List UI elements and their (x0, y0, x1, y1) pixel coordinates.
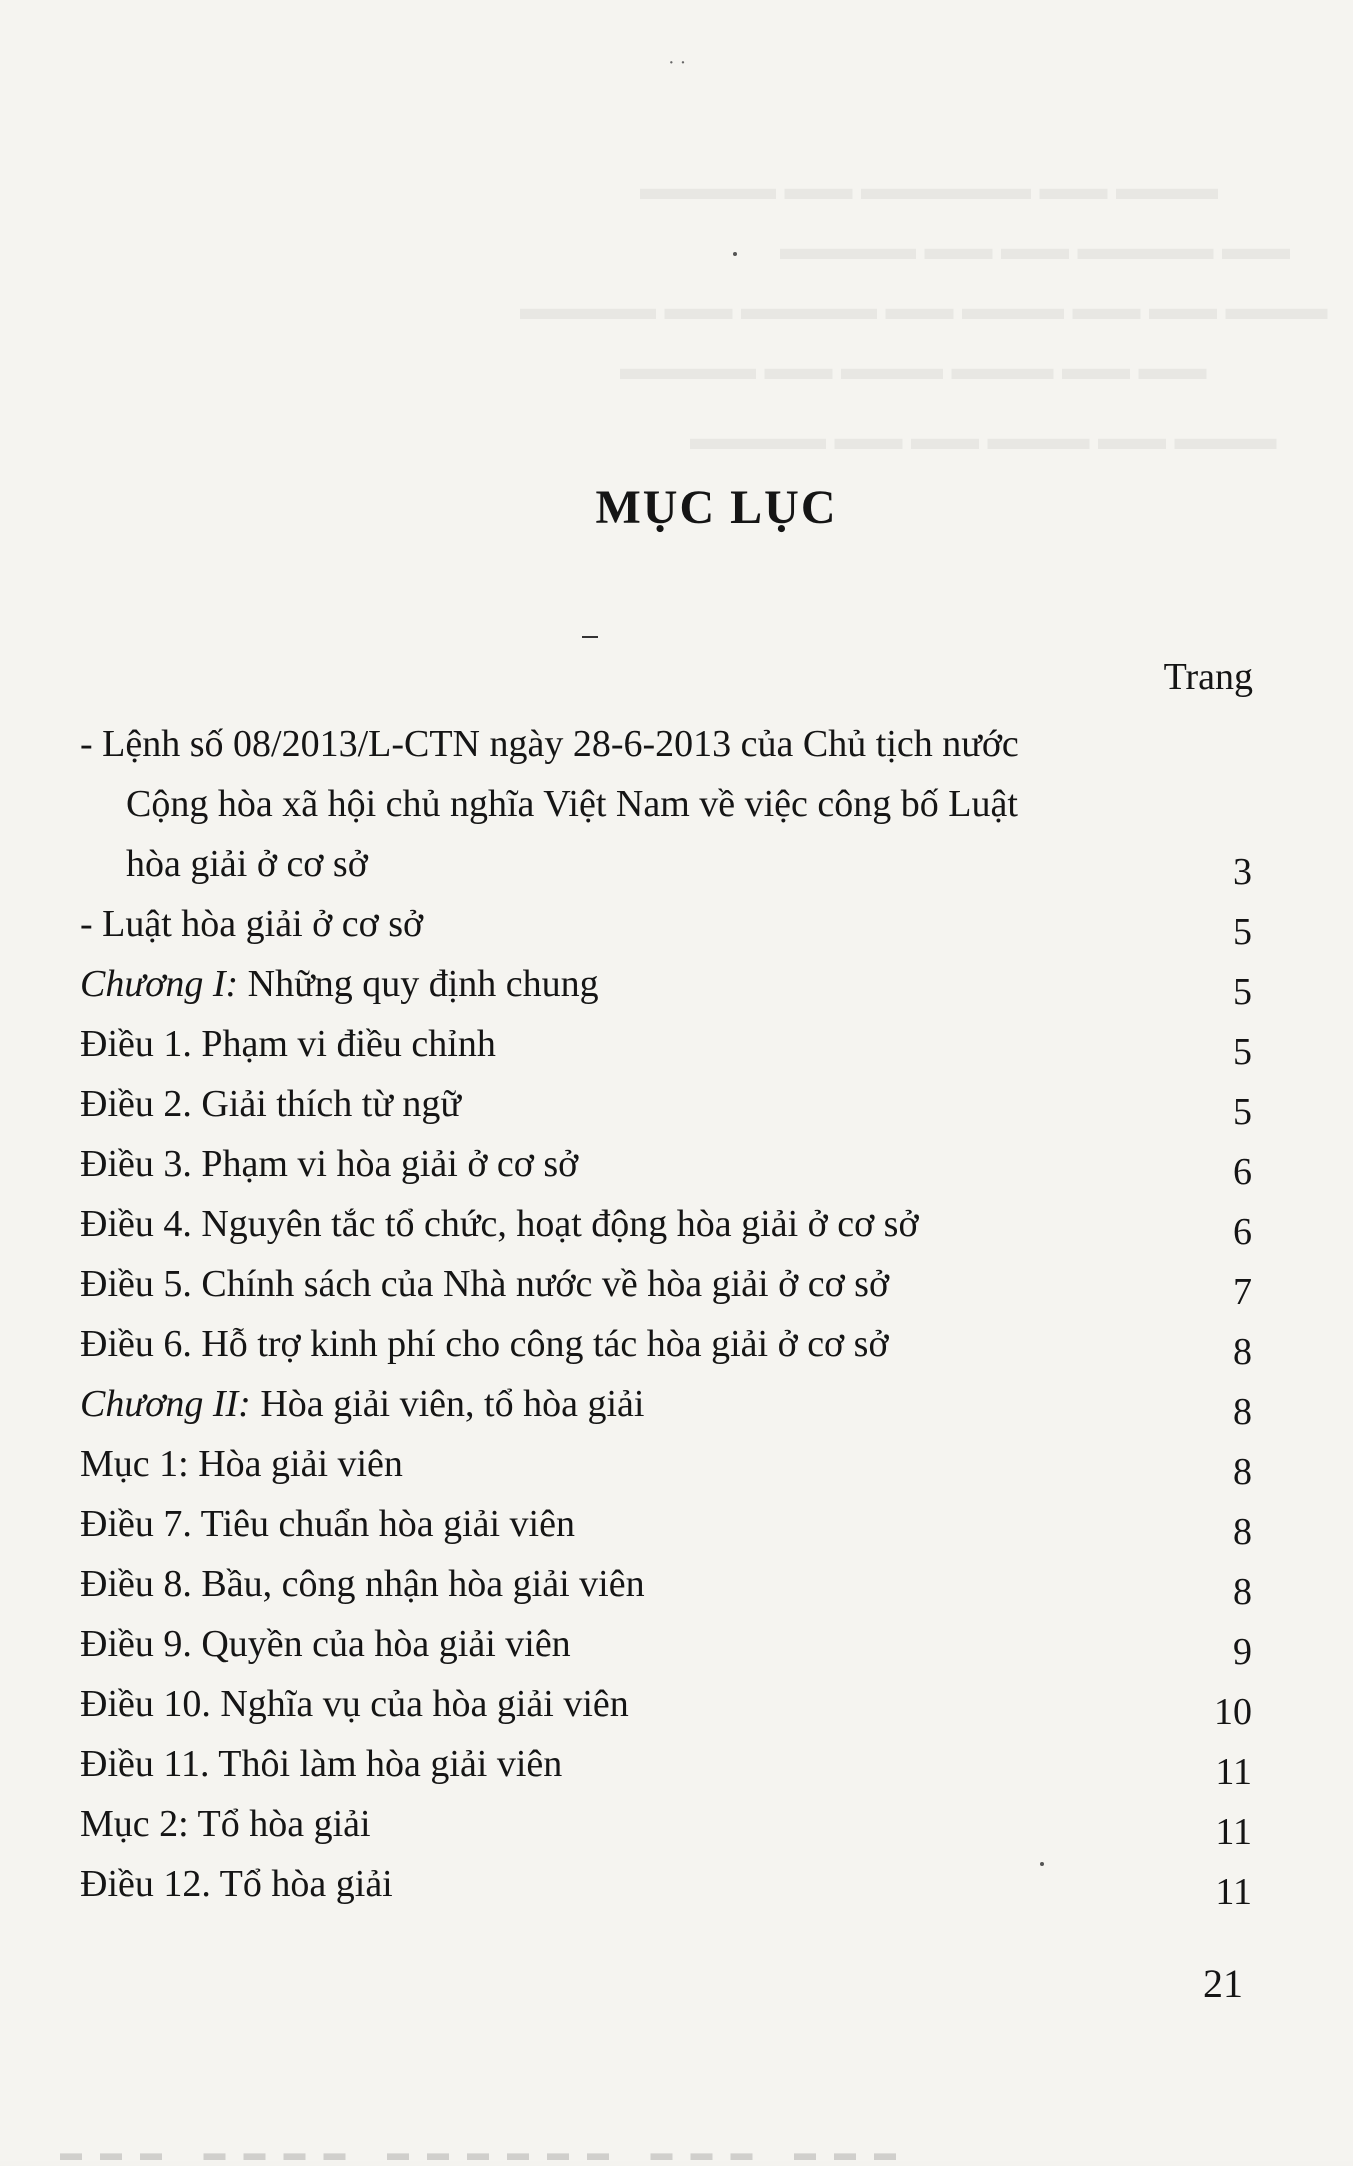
toc-entry: Điều 10. Nghĩa vụ của hòa giải viên 10 (80, 1683, 1252, 1733)
toc-entry: Cộng hòa xã hội chủ nghĩa Việt Nam về việc công bố Luật (126, 783, 1018, 825)
title-dash (582, 636, 598, 638)
table-of-contents (80, 714, 1252, 1914)
toc-chapter-entry: Chương II: Hòa giải viên, tổ hòa giải 8 (80, 1383, 1252, 1433)
page-title: MỤC LỤC (595, 481, 838, 534)
toc-entry: Điều 6. Hỗ trợ kinh phí cho công tác hòa giải ở cơ sở 8 (80, 1323, 1252, 1373)
toc-entry: Điều 11. Thôi làm hòa giải viên 11 (80, 1743, 1252, 1793)
bleed-through: ▬▬▬▬ ▬▬ ▬▬ ▬▬▬▬ ▬▬ (780, 230, 1290, 267)
toc-entry: Điều 8. Bầu, công nhận hòa giải viên 8 (80, 1563, 1252, 1613)
bleed-through: ▬▬▬▬ ▬▬ ▬▬▬ ▬▬▬ ▬▬ ▬▬ (620, 350, 1207, 387)
bleed-through: ▬▬▬▬ ▬▬ ▬▬▬▬▬ ▬▬ ▬▬▬ (640, 170, 1218, 207)
toc-entry: Điều 12. Tổ hòa giải 11 (80, 1863, 1252, 1913)
chapter-label: Chương II: (80, 1383, 251, 1425)
top-specks: · · (668, 52, 687, 74)
toc-entry: Điều 7. Tiêu chuẩn hòa giải viên 8 (80, 1503, 1252, 1553)
bleed-through: ▬▬▬▬ ▬▬ ▬▬▬▬ ▬▬ ▬▬▬ ▬▬ ▬▬ ▬▬▬ (520, 290, 1328, 327)
page-number: 21 (1203, 1961, 1243, 2006)
toc-entry: - Lệnh số 08/2013/L-CTN ngày 28-6-2013 của Chủ tịch nước (80, 723, 1019, 765)
toc-entry: Điều 1. Phạm vi điều chỉnh 5 (80, 1023, 1252, 1073)
speck (1040, 1862, 1044, 1866)
speck (733, 252, 737, 256)
toc-entry: Điều 3. Phạm vi hòa giải ở cơ sở 6 (80, 1143, 1252, 1193)
bleed-through: ▬▬▬▬ ▬▬ ▬▬ ▬▬▬ ▬▬ ▬▬▬ (690, 420, 1277, 457)
toc-section-entry: Mục 1: Hòa giải viên 8 (80, 1443, 1252, 1493)
chapter-label: Chương I: (80, 963, 239, 1005)
toc-section-entry: Mục 2: Tổ hòa giải 11 (80, 1803, 1252, 1853)
bottom-edge-marks: ▬▬▬ ▬▬▬▬ ▬▬▬▬▬▬ ▬▬▬ ▬▬▬ (60, 2140, 914, 2165)
toc-chapter-entry: Chương I: Những quy định chung 5 (80, 963, 1252, 1013)
toc-entry: Điều 9. Quyền của hòa giải viên 9 (80, 1623, 1252, 1673)
toc-entry: hòa giải ở cơ sở 3 (126, 843, 1252, 893)
toc-entry: Điều 5. Chính sách của Nhà nước về hòa giải ở cơ sở 7 (80, 1263, 1252, 1313)
page-column-header: Trang (1163, 656, 1253, 698)
toc-entry: Điều 4. Nguyên tắc tổ chức, hoạt động hòa giải ở cơ sở 6 (80, 1203, 1252, 1253)
toc-entry: Điều 2. Giải thích từ ngữ 5 (80, 1083, 1252, 1133)
toc-entry: - Luật hòa giải ở cơ sở 5 (80, 903, 1252, 953)
